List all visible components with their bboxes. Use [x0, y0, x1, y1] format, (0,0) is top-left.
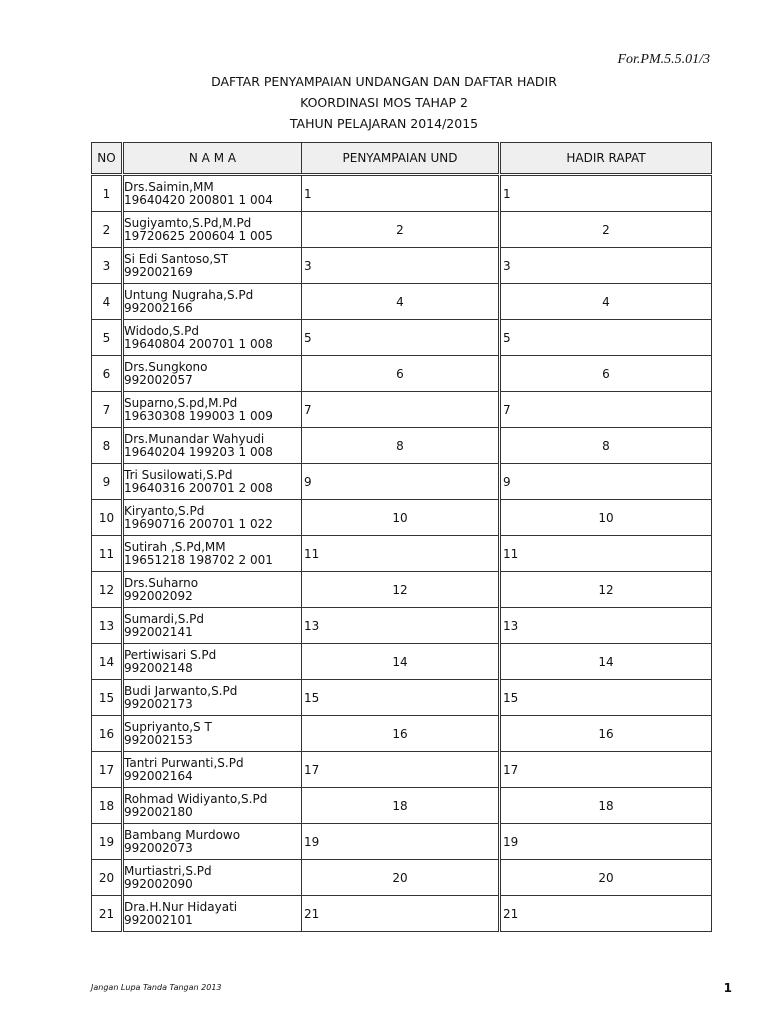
row-number: 9	[92, 464, 122, 500]
row-number: 19	[92, 824, 122, 860]
row-name-cell	[124, 284, 302, 320]
row-penyampaian: 11	[302, 536, 499, 572]
row-name-cell	[124, 428, 302, 464]
table-row	[92, 284, 712, 320]
row-name-cell	[124, 644, 302, 680]
row-penyampaian: 4	[302, 284, 499, 320]
form-code: For.PM.5.5.01/3	[617, 52, 710, 67]
row-number: 15	[92, 680, 122, 716]
row-penyampaian: 2	[302, 212, 499, 248]
row-penyampaian: 6	[302, 356, 499, 392]
row-hadir: 11	[501, 536, 712, 572]
table-row	[92, 716, 712, 752]
row-id: 19640204 199203 1 008	[124, 444, 273, 459]
row-name-cell	[124, 500, 302, 536]
row-id: 992002148	[124, 660, 193, 675]
table-header-row	[92, 143, 712, 175]
row-number: 11	[92, 536, 122, 572]
row-penyampaian: 21	[302, 896, 499, 932]
row-name-cell	[124, 680, 302, 716]
row-penyampaian: 10	[302, 500, 499, 536]
row-name: Bambang Murdowo	[124, 827, 241, 842]
row-number: 14	[92, 644, 122, 680]
table-row	[92, 320, 712, 356]
row-name: Suparno,S.pd,M.Pd	[124, 395, 238, 410]
row-name-cell	[124, 716, 302, 752]
table-row	[92, 248, 712, 284]
row-hadir: 21	[501, 896, 712, 932]
header-hadir: HADIR RAPAT	[501, 143, 712, 175]
row-name-cell	[124, 248, 302, 284]
row-name: Dra.H.Nur Hidayati	[124, 899, 238, 914]
table-row	[92, 680, 712, 716]
row-penyampaian: 19	[302, 824, 499, 860]
row-number: 7	[92, 392, 122, 428]
row-hadir: 18	[501, 788, 712, 824]
table-row	[92, 824, 712, 860]
row-hadir: 10	[501, 500, 712, 536]
row-hadir: 15	[501, 680, 712, 716]
table-row	[92, 644, 712, 680]
table-body	[92, 175, 712, 932]
row-hadir: 2	[501, 212, 712, 248]
row-number: 5	[92, 320, 122, 356]
row-name-cell	[124, 860, 302, 896]
row-id: 19640316 200701 2 008	[124, 480, 273, 495]
row-name: Kiryanto,S.Pd	[124, 503, 205, 518]
table-row	[92, 572, 712, 608]
row-id: 992002101	[124, 912, 193, 927]
row-penyampaian: 14	[302, 644, 499, 680]
header-no: NO	[92, 143, 122, 175]
row-id: 992002057	[124, 372, 193, 387]
row-number: 6	[92, 356, 122, 392]
row-hadir: 17	[501, 752, 712, 788]
row-penyampaian: 9	[302, 464, 499, 500]
row-hadir: 4	[501, 284, 712, 320]
row-id: 992002092	[124, 588, 193, 603]
row-number: 13	[92, 608, 122, 644]
row-name: Pertiwisari S.Pd	[124, 647, 217, 662]
row-number: 12	[92, 572, 122, 608]
row-name-cell	[124, 752, 302, 788]
row-hadir: 9	[501, 464, 712, 500]
row-penyampaian: 20	[302, 860, 499, 896]
row-id: 992002180	[124, 804, 193, 819]
row-hadir: 13	[501, 608, 712, 644]
row-hadir: 20	[501, 860, 712, 896]
row-name: Untung Nugraha,S.Pd	[124, 287, 254, 302]
row-name: Drs.Saimin,MM	[124, 179, 214, 194]
row-id: 19640804 200701 1 008	[124, 336, 273, 351]
row-name: Tri Susilowati,S.Pd	[124, 467, 233, 482]
title-line-1: DAFTAR PENYAMPAIAN UNDANGAN DAN DAFTAR HADIR	[211, 74, 557, 89]
row-hadir: 3	[501, 248, 712, 284]
row-name: Drs.Munandar Wahyudi	[124, 431, 265, 446]
row-number: 20	[92, 860, 122, 896]
table-row	[92, 752, 712, 788]
row-name: Supriyanto,S T	[124, 719, 212, 734]
row-hadir: 7	[501, 392, 712, 428]
row-hadir: 5	[501, 320, 712, 356]
row-id: 992002173	[124, 696, 193, 711]
table-row	[92, 860, 712, 896]
header-nama: N A M A	[124, 143, 302, 175]
row-name-cell	[124, 464, 302, 500]
row-name: Budi Jarwanto,S.Pd	[124, 683, 238, 698]
row-id: 992002090	[124, 876, 193, 891]
row-name-cell	[124, 536, 302, 572]
row-name: Murtiastri,S.Pd	[124, 863, 212, 878]
row-name-cell	[124, 824, 302, 860]
table-row	[92, 464, 712, 500]
row-hadir: 16	[501, 716, 712, 752]
row-id: 19630308 199003 1 009	[124, 408, 273, 423]
row-number: 4	[92, 284, 122, 320]
row-name-cell	[124, 788, 302, 824]
row-id: 992002166	[124, 300, 193, 315]
row-name: Tantri Purwanti,S.Pd	[124, 755, 244, 770]
row-penyampaian: 12	[302, 572, 499, 608]
row-hadir: 19	[501, 824, 712, 860]
table-row	[92, 500, 712, 536]
table-row	[92, 788, 712, 824]
row-id: 992002164	[124, 768, 193, 783]
table-row	[92, 175, 712, 212]
row-name-cell	[124, 320, 302, 356]
row-hadir: 6	[501, 356, 712, 392]
row-penyampaian: 1	[302, 175, 499, 212]
row-name-cell	[124, 392, 302, 428]
row-number: 16	[92, 716, 122, 752]
row-id: 992002153	[124, 732, 193, 747]
row-name-cell	[124, 356, 302, 392]
row-penyampaian: 7	[302, 392, 499, 428]
row-name-cell	[124, 896, 302, 932]
table-row	[92, 392, 712, 428]
table-row	[92, 212, 712, 248]
footer-note: Jangan Lupa Tanda Tangan 2013	[91, 983, 222, 992]
row-number: 1	[92, 175, 122, 212]
row-penyampaian: 16	[302, 716, 499, 752]
page-number: 1	[723, 981, 732, 995]
header-penyampaian: PENYAMPAIAN UND	[302, 143, 499, 175]
row-name: Sugiyamto,S.Pd,M.Pd	[124, 215, 252, 230]
table-row	[92, 896, 712, 932]
row-id: 19651218 198702 2 001	[124, 552, 273, 567]
row-penyampaian: 13	[302, 608, 499, 644]
row-penyampaian: 3	[302, 248, 499, 284]
row-id: 992002169	[124, 264, 193, 279]
row-name-cell	[124, 608, 302, 644]
row-name: Rohmad Widiyanto,S.Pd	[124, 791, 268, 806]
row-name-cell	[124, 212, 302, 248]
row-name: Sutirah ,S.Pd,MM	[124, 539, 226, 554]
row-number: 3	[92, 248, 122, 284]
row-name: Drs.Sungkono	[124, 359, 208, 374]
row-hadir: 1	[501, 175, 712, 212]
row-number: 10	[92, 500, 122, 536]
row-number: 2	[92, 212, 122, 248]
row-number: 21	[92, 896, 122, 932]
row-id: 19720625 200604 1 005	[124, 228, 273, 243]
row-number: 17	[92, 752, 122, 788]
table-row	[92, 536, 712, 572]
row-id: 19640420 200801 1 004	[124, 192, 273, 207]
row-penyampaian: 8	[302, 428, 499, 464]
row-name-cell	[124, 175, 302, 212]
row-name: Sumardi,S.Pd	[124, 611, 205, 626]
row-name: Widodo,S.Pd	[124, 323, 199, 338]
row-hadir: 12	[501, 572, 712, 608]
table-row	[92, 608, 712, 644]
row-hadir: 14	[501, 644, 712, 680]
row-penyampaian: 15	[302, 680, 499, 716]
table-row	[92, 356, 712, 392]
table-row	[92, 428, 712, 464]
row-hadir: 8	[501, 428, 712, 464]
row-id: 992002073	[124, 840, 193, 855]
row-penyampaian: 18	[302, 788, 499, 824]
row-number: 18	[92, 788, 122, 824]
row-penyampaian: 5	[302, 320, 499, 356]
title-line-3: TAHUN PELAJARAN 2014/2015	[289, 116, 479, 131]
row-id: 19690716 200701 1 022	[124, 516, 273, 531]
row-id: 992002141	[124, 624, 193, 639]
row-name: Si Edi Santoso,ST	[124, 251, 229, 266]
row-penyampaian: 17	[302, 752, 499, 788]
row-number: 8	[92, 428, 122, 464]
title-line-2: KOORDINASI MOS TAHAP 2	[300, 95, 468, 110]
document-title	[0, 71, 768, 134]
attendance-table	[91, 142, 712, 932]
row-name-cell	[124, 572, 302, 608]
row-name: Drs.Suharno	[124, 575, 199, 590]
